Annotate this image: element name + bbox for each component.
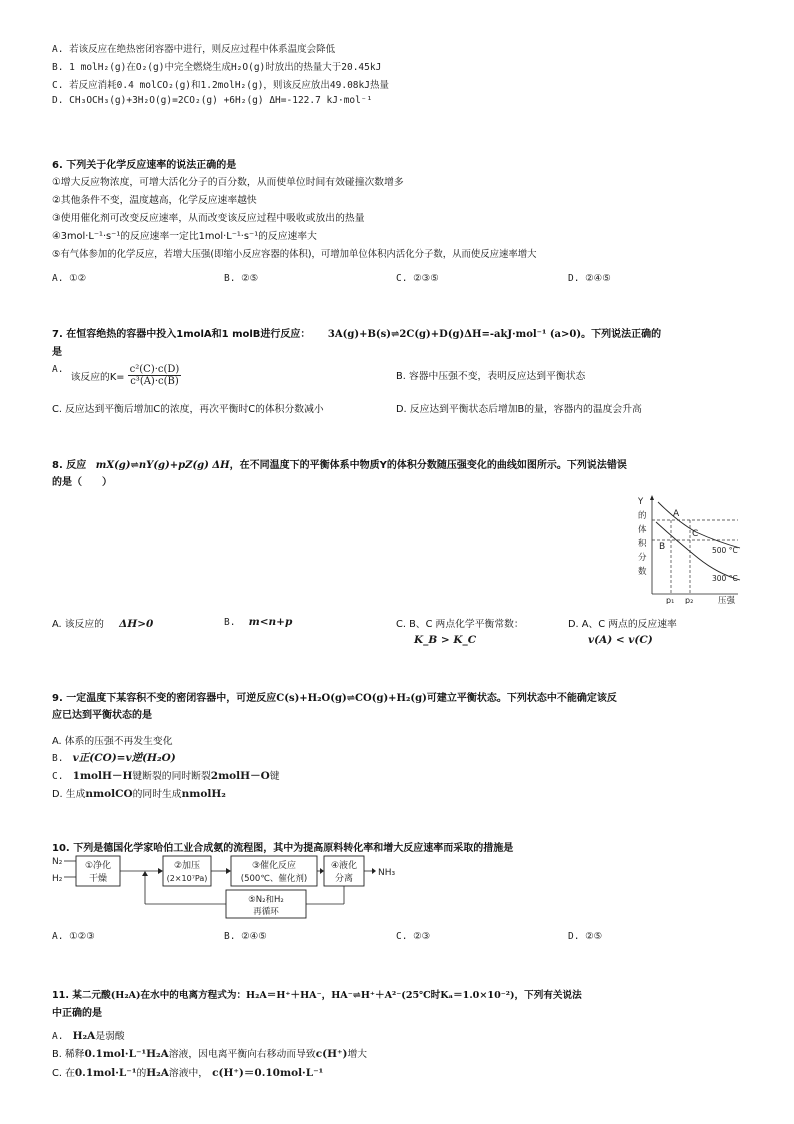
- q11-option-c: [52, 1065, 323, 1080]
- q11-option-b: [52, 1046, 367, 1060]
- q11-option-a: [52, 1028, 125, 1042]
- q10-flowchart: [50, 854, 420, 922]
- q7-stem-line2: 是: [52, 347, 62, 358]
- flow-n2-label: N₂: [52, 857, 63, 867]
- q8-option-b-label: B.: [224, 617, 236, 628]
- q7-option-a: [52, 364, 181, 387]
- q6-stem: 6. 下列关于化学反应速率的说法正确的是: [52, 160, 237, 171]
- q11-option-b-text1: 溶液，因电离平衡向右移动而导致: [168, 1049, 316, 1060]
- q11-option-a-text: 是弱酸: [95, 1031, 125, 1042]
- q8-option-a-label: A. 该反应的: [52, 619, 104, 630]
- q10-option-c: C. ②③: [396, 931, 431, 942]
- flow-recycle-arrowhead: [142, 871, 148, 876]
- fraction-numerator: c²(C)·c(D): [129, 364, 180, 375]
- fraction-denominator: c³(A)·c(B): [130, 376, 179, 387]
- graph-curve-500-label: 500 °C: [712, 546, 738, 555]
- q11-option-c-text1: 的: [136, 1068, 147, 1079]
- graph-y-label-char: 积: [638, 539, 647, 549]
- q8-option-a: [52, 616, 153, 630]
- q8-stem-rest: ，在不同温度下的平衡体系中物质Y的体积分数随压强变化的曲线如图所示。下列说法错误: [229, 460, 627, 471]
- q11-option-c-math2: H₂A: [146, 1067, 169, 1079]
- q7-stem-line1: [52, 325, 661, 340]
- q6-statement-3: ③使用催化剂可改变反应速率，从而改变该反应过程中吸收或放出的热量: [52, 213, 365, 224]
- q9-stem-rest: 可建立平衡状态。下列状态中不能确定该反: [426, 693, 617, 704]
- q5-option-a: A. 若该反应在绝热密闭容器中进行，则反应过程中体系温度会降低: [52, 44, 336, 55]
- q6-statement-2: ②其他条件不变，温度越高，化学反应速率越快: [52, 195, 257, 206]
- q8-graph: [628, 492, 746, 604]
- q11-option-c-math1: 0.1mol·L⁻¹: [74, 1067, 137, 1079]
- graph-p1-label: p₁: [666, 596, 675, 604]
- graph-y-arrow: [650, 495, 654, 500]
- graph-y-label-char: 数: [638, 567, 647, 577]
- q9-stem-line2: 应已达到平衡状态的是: [52, 710, 152, 721]
- q11-option-b-math1: 0.1mol·L⁻¹H₂A: [84, 1048, 169, 1060]
- q10-option-b: B. ②④⑤: [224, 931, 267, 942]
- q9-option-c-math2: 2molH－O: [210, 770, 270, 782]
- flow-h2-label: H₂: [52, 874, 63, 884]
- q8-option-b-math: m<n+p: [248, 616, 293, 628]
- q9-stem-line1: [52, 689, 617, 704]
- graph-y-label-char: Y: [638, 497, 644, 507]
- q9-option-d-math1: nmolCO: [85, 788, 133, 800]
- q8-option-c-line1: C. B、C 两点化学平衡常数：: [396, 619, 524, 630]
- q9-option-c: [52, 768, 280, 783]
- q7-option-a-fraction: [128, 364, 182, 387]
- flow-box-catalysis-line2: (500℃、催化剂): [240, 874, 308, 884]
- graph-curve-300-label: 300 °C: [712, 574, 738, 583]
- flow-box-purify-line2: 干燥: [88, 874, 108, 884]
- q10-option-a: A. ①②③: [52, 931, 95, 942]
- q11-acid: (H₂A): [110, 990, 141, 1001]
- q10-option-d: D. ②⑤: [568, 931, 603, 942]
- q9-option-d-label: D. 生成: [52, 789, 86, 800]
- q6-option-c: C. ②③⑤: [396, 273, 439, 284]
- q9-option-c-text1: 键断裂的同时断裂: [132, 771, 211, 782]
- q8-stem-line1: [52, 456, 627, 471]
- q8-equation: mX(g)⇌nY(g)+pZ(g) ΔH: [95, 460, 230, 471]
- q6-statement-5: ⑤有气体参加的化学反应，若增大压强(即缩小反应容器的体积)，可增加单位体积内活化分子数，从而使反应速率增大: [52, 249, 537, 260]
- q11-option-b-math2: c(H⁺): [315, 1048, 348, 1060]
- q8-option-d-line1: D. A、C 两点的反应速率: [568, 619, 677, 630]
- q8-option-b: [224, 616, 292, 628]
- graph-point-c: C: [692, 529, 699, 539]
- q9-option-b: [52, 750, 176, 765]
- flow-box-recycle-line1: ⑤N₂和H₂: [248, 895, 284, 905]
- flow-box-catalysis-line1: ③催化反应: [251, 861, 297, 871]
- flow-box-pressurize-line1: ②加压: [173, 861, 201, 871]
- flow-arrowhead-1: [158, 868, 163, 874]
- q7-option-a-text: 该反应的K=: [70, 371, 125, 383]
- q6-option-a: A. ①②: [52, 273, 87, 284]
- q9-option-b-math: v正(CO)=v逆(H₂O): [72, 752, 176, 764]
- q5-option-d: D. CH₃OCH₃(g)+3H₂O(g)=2CO₂(g) +6H₂(g) ΔH=-122.7 kJ·mol⁻¹: [52, 95, 373, 106]
- flow-arrowhead-2: [226, 868, 231, 874]
- q11-stem-line1: [52, 987, 582, 1001]
- flow-box-purify-line1: ①净化: [84, 861, 112, 871]
- q7-option-b: B. 容器中压强不变，表明反应达到平衡状态: [396, 371, 586, 382]
- q5-option-c: C. 若反应消耗0.4 molCO₂(g)和1.2molH₂(g)，则该反应放出49.08kJ热量: [52, 80, 389, 91]
- q8-stem-prefix: 8. 反应: [52, 460, 87, 471]
- q9-option-b-label: B.: [52, 753, 64, 764]
- flow-box-liquefy-line2: 分离: [334, 874, 354, 884]
- q11-option-c-label: C. 在: [52, 1068, 75, 1079]
- graph-p2-label: p₂: [685, 596, 694, 604]
- q7-equation: 3A(g)+B(s)⇌2C(g)+D(g)ΔH=-akJ·mol⁻¹ (a>0)。下列说法正确的: [327, 329, 662, 340]
- q11-stem-prefix: 11. 某二元酸: [52, 990, 111, 1001]
- q5-option-b: B. 1 molH₂(g)在O₂(g)中完全燃烧生成H₂O(g)时放出的热量大于20.45kJ: [52, 62, 382, 73]
- graph-point-a: A: [673, 509, 680, 519]
- q10-stem: 10. 下列是德国化学家哈伯工业合成氨的流程图，其中为提高原料转化率和增大反应速率而采取的措施是: [52, 843, 514, 854]
- q8-option-c-line2: K_B > K_C: [414, 634, 477, 646]
- flow-nh3-label: NH₃: [378, 868, 396, 878]
- q8-option-d-line2: v(A) < v(C): [588, 634, 653, 646]
- q11-option-c-text2: 溶液中，: [168, 1068, 209, 1079]
- q7-option-a-label: A.: [52, 364, 64, 375]
- q11-option-a-math: H₂A: [72, 1030, 96, 1042]
- q9-option-d-text: 的同时生成: [132, 789, 182, 800]
- graph-y-label-char: 体: [638, 525, 647, 535]
- flow-box-liquefy-line1: ④液化: [330, 861, 358, 871]
- q9-option-c-text2: 键: [269, 771, 280, 782]
- q7-option-c: C. 反应达到平衡后增加C的浓度，再次平衡时C的体积分数减小: [52, 404, 324, 415]
- q8-option-a-math: ΔH>0: [119, 618, 154, 630]
- flow-arrowhead-out: [372, 868, 376, 874]
- q11-option-b-label: B. 稀释: [52, 1049, 85, 1060]
- graph-curve-500: [658, 502, 740, 548]
- q11-stem-rest: ，下列有关说法: [514, 990, 582, 1001]
- q11-stem-mid: 在水中的电离方程式为：: [140, 990, 247, 1001]
- q11-option-c-math3: c(H⁺)＝0.10mol·L⁻¹: [212, 1067, 324, 1079]
- flow-arrowhead-3: [320, 868, 324, 874]
- q9-option-c-label: C.: [52, 771, 64, 782]
- q7-stem-text: 7. 在恒容绝热的容器中投入1molA和1 molB进行反应：: [52, 329, 311, 340]
- q6-option-d: D. ②④⑤: [568, 273, 611, 284]
- q8-stem-line2: 的是（ ）: [52, 477, 112, 488]
- q6-option-b: B. ②⑤: [224, 273, 259, 284]
- graph-point-b: B: [659, 542, 666, 552]
- q6-statement-1: ①增大反应物浓度，可增大活化分子的百分数，从而使单位时间有效碰撞次数增多: [52, 177, 404, 188]
- q9-option-a: A. 体系的压强不再发生变化: [52, 736, 173, 747]
- graph-y-label-char: 分: [638, 553, 647, 563]
- q11-stem-line2: 中正确的是: [52, 1008, 102, 1019]
- q7-option-d: D. 反应达到平衡状态后增加B的量，容器内的温度会升高: [396, 404, 642, 415]
- q11-equation: H₂A＝H⁺＋HA⁻，HA⁻⇌H⁺＋A²⁻(25℃时Kₐ＝1.0×10⁻²): [246, 990, 515, 1001]
- flow-box-recycle-line2: 再循环: [253, 907, 279, 917]
- q9-option-d: [52, 786, 226, 800]
- q6-statement-4: ④3mol·L⁻¹·s⁻¹的反应速率一定比1mol·L⁻¹·s⁻¹的反应速率大: [52, 231, 317, 242]
- graph-x-label: 压强: [718, 596, 736, 604]
- q9-option-c-math1: 1molH－H: [72, 770, 133, 782]
- graph-y-label-char: 的: [638, 511, 647, 521]
- flow-box-pressurize-line2: (2×10⁷Pa): [166, 874, 208, 883]
- q9-equation: C(s)+H₂O(g)⇌CO(g)+H₂(g): [276, 693, 427, 704]
- q11-option-a-label: A.: [52, 1031, 64, 1042]
- q9-option-d-math2: nmolH₂: [181, 788, 226, 800]
- q9-stem-text: 9. 一定温度下某容积不变的密闭容器中，可逆反应: [52, 693, 277, 704]
- q11-option-b-text2: 增大: [347, 1049, 368, 1060]
